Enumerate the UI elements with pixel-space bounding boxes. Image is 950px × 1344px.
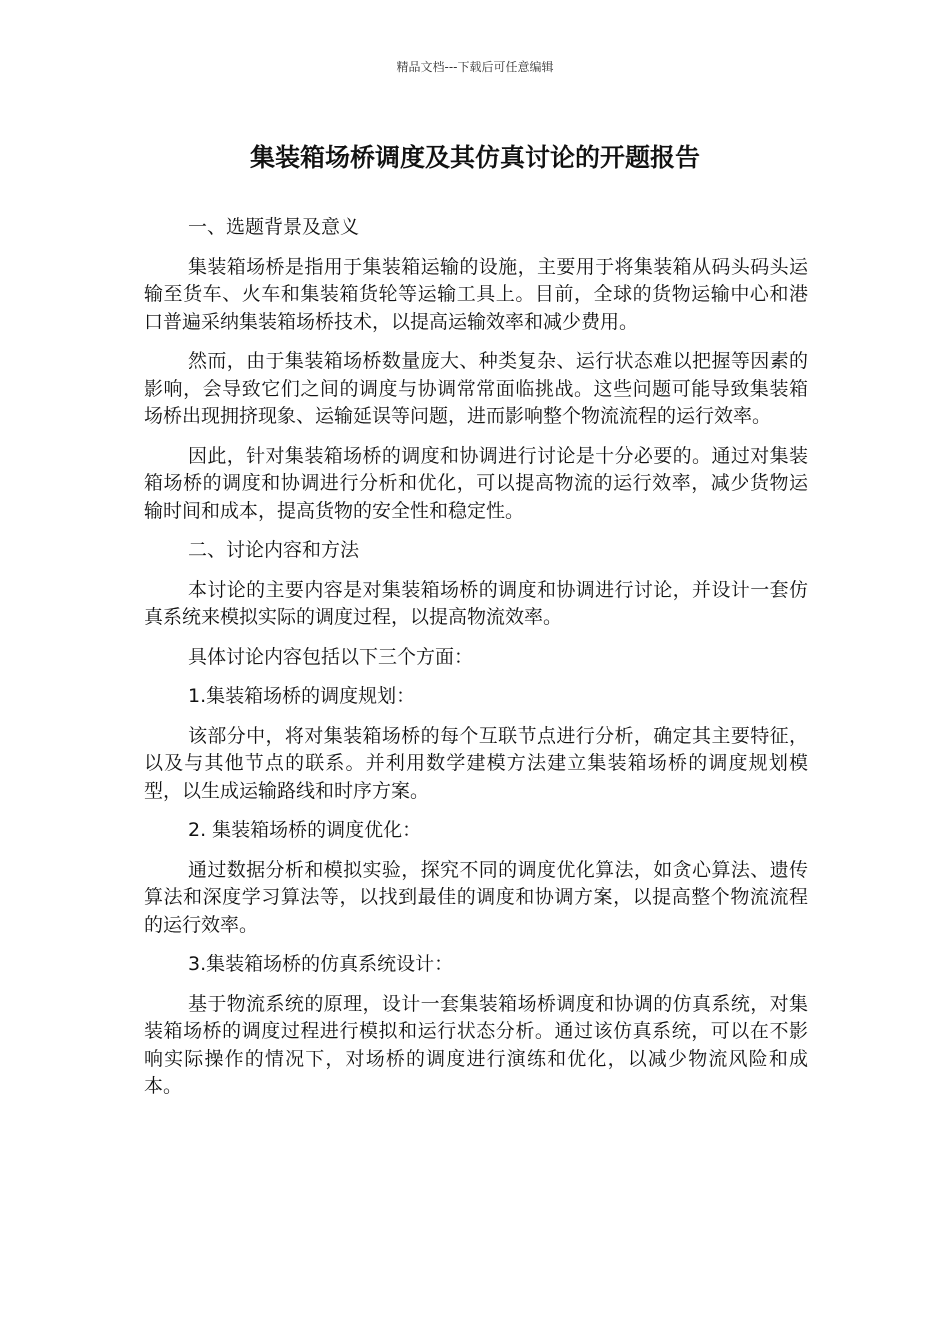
document-title: 集装箱场桥调度及其仿真讨论的开题报告 (249, 143, 700, 172)
subheading-simulation-system: 3.集装箱场桥的仿真系统设计： (188, 953, 454, 975)
paragraph-three-aspects: 具体讨论内容包括以下三个方面： (188, 645, 474, 668)
paragraph-main-content: 本讨论的主要内容是对集装箱场桥的调度和协调进行讨论，并设计一套仿真系统来模拟实际的调度过程，以提高物流效率。 (144, 578, 808, 628)
section-heading-content-methods: 二、讨论内容和方法 (188, 539, 360, 561)
header-note: 精品文档---下载后可任意编辑 (396, 60, 554, 74)
paragraph-scheduling-planning: 该部分中，将对集装箱场桥的每个互联节点进行分析，确定其主要特征，以及与其他节点的联系。并利用数学建模方法建立集装箱场桥的调度规划模型，以生成运输路线和时序方案。 (144, 724, 808, 802)
document-body (144, 214, 808, 1113)
paragraph-definition: 集装箱场桥是指用于集装箱运输的设施，主要用于将集装箱从码头码头运输至货车、火车和集装箱货轮等运输工具上。目前，全球的货物运输中心和港口普遍采纳集装箱场桥技术，以提高运输效率和减少费用。 (144, 255, 808, 333)
section-heading-background: 一、选题背景及意义 (188, 216, 360, 238)
subheading-scheduling-planning: 1.集装箱场桥的调度规划： (188, 685, 416, 707)
subheading-scheduling-optimization: 2. 集装箱场桥的调度优化： (188, 819, 422, 841)
paragraph-significance: 因此，针对集装箱场桥的调度和协调进行讨论是十分必要的。通过对集装箱场桥的调度和协调进行分析和优化，可以提高物流的运行效率，减少货物运输时间和成本，提高货物的安全性和稳定性。 (144, 444, 808, 522)
paragraph-scheduling-optimization: 通过数据分析和模拟实验，探究不同的调度优化算法，如贪心算法、遗传算法和深度学习算法等，以找到最佳的调度和协调方案，以提高整个物流流程的运行效率。 (144, 858, 808, 936)
paragraph-simulation-system: 基于物流系统的原理，设计一套集装箱场桥调度和协调的仿真系统，对集装箱场桥的调度过程进行模拟和运行状态分析。通过该仿真系统，可以在不影响实际操作的情况下，对场桥的调度进行演练和优化，以减少物流风险和成本。 (144, 992, 808, 1097)
paragraph-challenges: 然而，由于集装箱场桥数量庞大、种类复杂、运行状态难以把握等因素的影响，会导致它们之间的调度与协调常常面临挑战。这些问题可能导致集装箱场桥出现拥挤现象、运输延误等问题，进而影响整个物流流程的运行效率。 (144, 350, 808, 427)
